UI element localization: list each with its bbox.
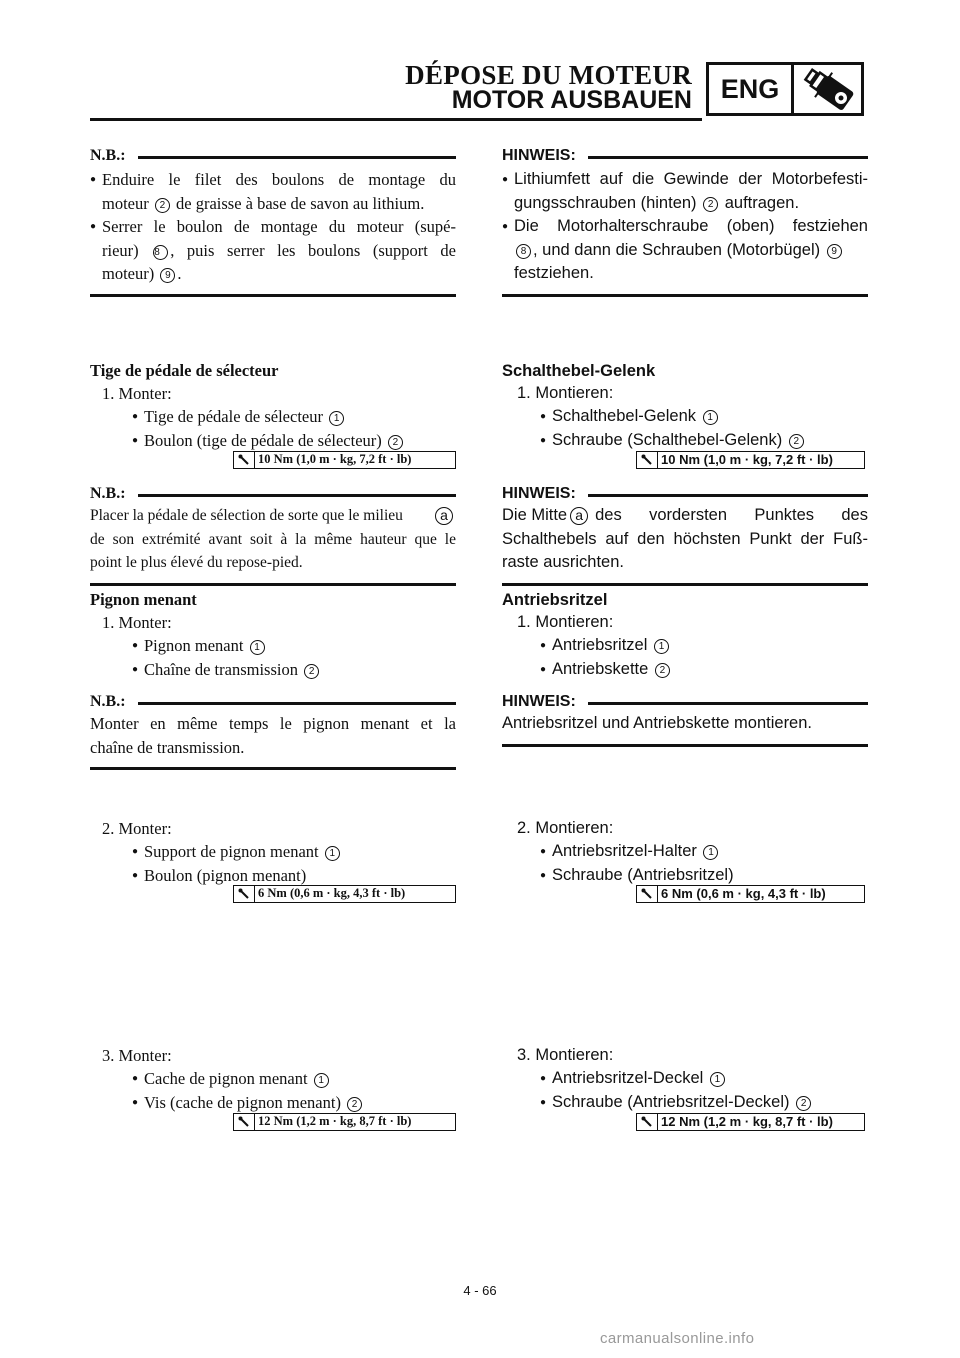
- list-item: ● Enduire le filet des boulons de montage du: [90, 168, 456, 192]
- torque-value: 10 Nm (1,0 m · kg, 7,2 ft · lb): [661, 452, 833, 467]
- note-text: Antriebsritzel und Antriebskette montieren.: [502, 714, 812, 732]
- note-text: Monter en même temps le pignon menant et la: [90, 714, 456, 733]
- note-header: [90, 692, 456, 712]
- note-label: HINWEIS:: [502, 693, 576, 710]
- torque-wrench-icon: [637, 452, 658, 468]
- note-text: Placer la pédale de sélection de sorte que le milieu a: [90, 504, 456, 528]
- note-header: [502, 692, 868, 712]
- callout-2: 2: [347, 1097, 362, 1112]
- list-item-cont: gungsschrauben (hinten) 2 auftragen.: [514, 193, 800, 212]
- list-item: ● Schalthebel-Gelenk 1: [540, 405, 868, 429]
- torque-wrench-icon: [234, 886, 255, 902]
- callout-2: 2: [304, 664, 319, 679]
- torque-value: 12 Nm (1,2 m · kg, 8,7 ft · lb): [661, 1114, 833, 1129]
- section-de-step3: [502, 1044, 868, 1114]
- section-title: Tige de pédale de sélecteur: [90, 361, 279, 380]
- section-de-step2: [502, 817, 868, 887]
- section-fr-drive-sprocket: [90, 589, 456, 681]
- note-text: de son extrémité avant soit à la même hauteur que le: [90, 530, 456, 548]
- section-title: Antriebsritzel: [502, 591, 608, 609]
- note-end-rule: [90, 294, 456, 297]
- note-end-rule: [90, 583, 456, 586]
- note-label: N.B.:: [90, 147, 126, 164]
- note-header: [502, 484, 868, 504]
- header-rule: [90, 118, 702, 121]
- step-label: 3. Montieren:: [517, 1046, 614, 1064]
- section-fr-step3: [90, 1044, 456, 1114]
- step-label: 1. Monter:: [102, 613, 172, 632]
- list-item: ● Cache de pignon menant 1: [132, 1067, 456, 1091]
- note-header: [90, 484, 456, 504]
- list-item-cont: moteur) 9 .: [102, 264, 182, 283]
- torque-spec: [233, 1113, 456, 1131]
- note-label: N.B.:: [90, 485, 126, 502]
- section-de-shift-rod: [502, 360, 868, 452]
- page-title-de: MOTOR AUSBAUEN: [451, 86, 692, 114]
- step-label: 1. Montieren:: [517, 613, 614, 631]
- torque-wrench-icon: [637, 1114, 658, 1130]
- note-header: [502, 146, 868, 166]
- callout-8: 8: [153, 245, 168, 260]
- section-fr-shift-rod: [90, 360, 456, 452]
- list-item: ● Chaîne de transmission 2: [132, 658, 456, 682]
- step-label: 2. Montieren:: [517, 819, 614, 837]
- torque-value: 6 Nm (0,6 m · kg, 4,3 ft · lb): [661, 886, 826, 901]
- section-title: Pignon menant: [90, 590, 197, 609]
- list-item: ● Schraube (Antriebsritzel-Deckel) 2: [540, 1091, 868, 1115]
- torque-spec: [233, 885, 456, 903]
- list-item: ● Die Motorhalterschraube (oben) festziehen: [502, 215, 868, 239]
- list-item: ● Lithiumfett auf die Gewinde der Motorbefesti-: [502, 168, 868, 192]
- note-end-rule: [502, 583, 868, 586]
- section-title: Schalthebel-Gelenk: [502, 362, 656, 380]
- torque-value: 6 Nm (0,6 m · kg, 4,3 ft · lb): [258, 886, 406, 900]
- step-label: 1. Montieren:: [517, 384, 614, 402]
- list-item: ● Antriebsritzel-Deckel 1: [540, 1067, 868, 1091]
- list-item: ● Antriebskette 2: [540, 658, 868, 682]
- note-block-de-2: [502, 484, 868, 586]
- note-block-de-1: [502, 146, 868, 297]
- note-block-fr-2: [90, 484, 456, 586]
- list-item: ● Schraube (Schalthebel-Gelenk) 2: [540, 429, 868, 453]
- note-header: [90, 146, 456, 166]
- torque-wrench-icon: [234, 1114, 255, 1130]
- list-item: ● Boulon (pignon menant): [132, 864, 456, 888]
- note-block-fr-1: [90, 146, 456, 297]
- torque-spec: [636, 451, 865, 469]
- note-label: N.B.:: [90, 693, 126, 710]
- note-end-rule: [502, 744, 868, 747]
- callout-2: 2: [796, 1096, 811, 1111]
- list-item: ● Boulon (tige de pédale de sélecteur) 2: [132, 429, 456, 453]
- note-label: HINWEIS:: [502, 147, 576, 164]
- callout-1: 1: [250, 640, 265, 655]
- note-text: raste ausrichten.: [502, 553, 624, 571]
- note-end-rule: [90, 767, 456, 770]
- callout-2: 2: [155, 198, 170, 213]
- callout-1: 1: [654, 639, 669, 654]
- callout-2: 2: [388, 435, 403, 450]
- list-item: ● Pignon menant 1: [132, 634, 456, 658]
- note-text: Schalthebels auf den höchsten Punkt der Fuß-: [502, 529, 868, 548]
- note-text: point le plus élevé du repose-pied.: [90, 554, 303, 571]
- callout-2: 2: [703, 197, 718, 212]
- callout-8: 8: [516, 244, 531, 259]
- callout-1: 1: [314, 1073, 329, 1088]
- section-badge: [706, 62, 864, 116]
- step-label: 1. Monter:: [102, 384, 172, 403]
- section-fr-step2: [90, 817, 456, 887]
- step-label: 2. Monter:: [102, 819, 172, 838]
- torque-spec: [233, 451, 456, 469]
- page-title-fr: DÉPOSE DU MOTEUR: [405, 60, 692, 90]
- list-item-cont: 8 , und dann die Schrauben (Motorbügel) 9: [502, 239, 868, 263]
- note-end-rule: [502, 294, 868, 297]
- list-item-cont: moteur 2 de graisse à base de savon au lithium.: [102, 193, 425, 213]
- note-text: chaîne de transmission.: [90, 737, 245, 757]
- torque-spec: [636, 1113, 865, 1131]
- engine-gear-icon: [794, 65, 861, 113]
- torque-value: 12 Nm (1,2 m · kg, 8,7 ft · lb): [258, 1114, 412, 1128]
- callout-a: a: [435, 507, 453, 525]
- list-item-cont: rieur) 8 , puis serrer les boulons (support de: [102, 240, 456, 260]
- callout-1: 1: [703, 845, 718, 860]
- callout-a: a: [570, 507, 588, 525]
- list-item: ● Serrer le boulon de montage du moteur (supé-: [90, 215, 456, 239]
- torque-wrench-icon: [637, 886, 658, 902]
- callout-1: 1: [703, 410, 718, 425]
- list-item: ● Antriebsritzel-Halter 1: [540, 840, 868, 864]
- watermark: carmanualsonline.info: [600, 1330, 755, 1347]
- list-item: ● Schraube (Antriebsritzel): [540, 864, 868, 888]
- callout-1: 1: [329, 411, 344, 426]
- callout-9: 9: [160, 268, 175, 283]
- page-number: 4 - 66: [463, 1283, 497, 1298]
- torque-wrench-icon: [234, 452, 255, 468]
- note-text: Die Mitte a des vordersten Punktes des: [502, 506, 868, 524]
- callout-2: 2: [789, 434, 804, 449]
- note-block-de-3: [502, 692, 868, 747]
- step-label: 3. Monter:: [102, 1046, 172, 1065]
- list-item: ● Support de pignon menant 1: [132, 840, 456, 864]
- section-de-drive-sprocket: [502, 589, 868, 681]
- torque-value: 10 Nm (1,0 m · kg, 7,2 ft · lb): [258, 452, 412, 466]
- callout-1: 1: [710, 1072, 725, 1087]
- list-item: ● Tige de pédale de sélecteur 1: [132, 405, 456, 429]
- list-item: ● Vis (cache de pignon menant) 2: [132, 1091, 456, 1115]
- callout-1: 1: [325, 846, 340, 861]
- note-label: HINWEIS:: [502, 485, 576, 502]
- list-item: ● Antriebsritzel 1: [540, 634, 868, 658]
- torque-spec: [636, 885, 865, 903]
- list-item-cont: festziehen.: [514, 264, 594, 282]
- callout-9: 9: [827, 244, 842, 259]
- note-block-fr-3: [90, 692, 456, 770]
- badge-label: ENG: [709, 65, 794, 113]
- callout-2: 2: [655, 663, 670, 678]
